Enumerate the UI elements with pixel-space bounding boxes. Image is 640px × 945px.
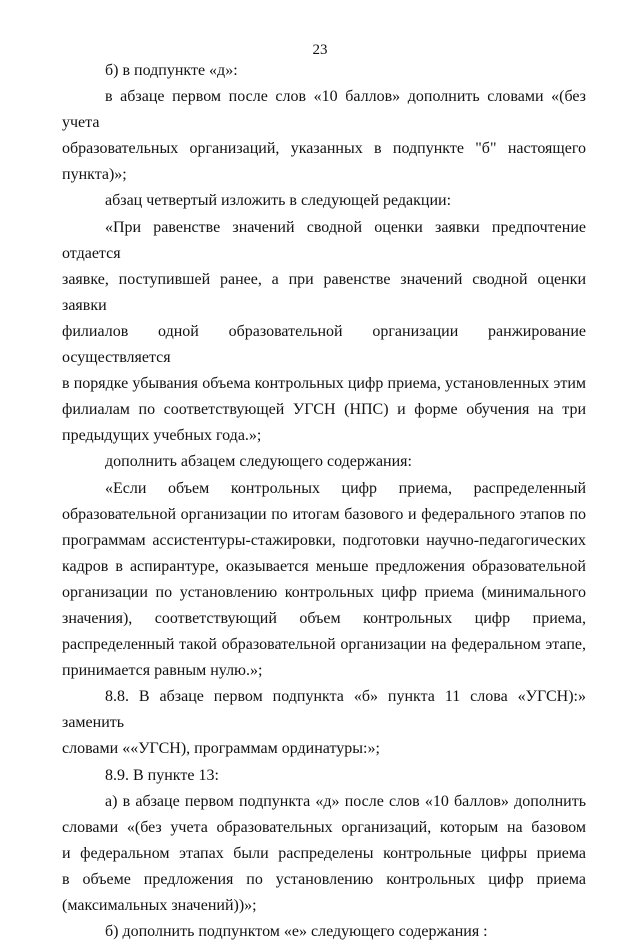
text-line: б) дополнить подпунктом «е» следующего содержания : [105, 923, 488, 941]
paragraph [62, 58, 586, 84]
text-line: «Если объем контрольных цифр приема, распределенный [105, 479, 586, 497]
text-line: программам ассистентуры-стажировки, подготовки научно-педагогических [62, 531, 586, 549]
text-line: филиалов одной образовательной организации ранжирование осуществляется [62, 322, 586, 367]
text-line: 8.8. В абзаце первом подпункта «б» пункта 11 слова «УГСН):» заменить [62, 688, 586, 732]
text-line: распределенный такой образовательной организации на федеральном этапе, [62, 636, 586, 654]
paragraph [62, 684, 586, 762]
text-line: а) в абзаце первом подпункта «д» после слов «10 баллов» дополнить [105, 792, 586, 810]
text-line: принимается равным нулю.»; [62, 662, 263, 680]
text-line: пункта)»; [62, 166, 127, 184]
document-body [62, 58, 586, 945]
paragraph [62, 789, 586, 919]
paragraph [62, 188, 586, 214]
text-line: словами ««УГСН), программам ординатуры:»; [62, 740, 380, 758]
text-line: предыдущих учебных года.»; [62, 427, 262, 445]
text-line: в абзаце первом после слов «10 баллов» дополнить словами «(без учета [62, 88, 586, 132]
text-line: в порядке убывания объема контрольных цифр приема, установленных этим [62, 375, 586, 393]
text-line: 8.9. В пункте 13: [105, 766, 219, 784]
text-line: «При равенстве значений сводной оценки заявки предпочтение отдается [62, 218, 586, 262]
text-line: дополнить абзацем следующего содержания: [105, 453, 412, 471]
text-line: словами «(без учета образовательных организаций, которым на базовом [62, 818, 586, 836]
paragraph [62, 84, 586, 188]
text-line: заявке, поступившей ранее, а при равенстве значений сводной оценки заявки [62, 270, 586, 314]
paragraph [62, 476, 586, 685]
paragraph [62, 215, 586, 450]
paragraph [62, 763, 586, 789]
text-line: и федеральном этапах были распределены контрольные цифры приема [62, 844, 586, 862]
text-line: (максимальных значений))»; [62, 897, 257, 914]
text-line: филиалам по соответствующей УГСН (НПС) и форме обучения на три [62, 401, 586, 419]
text-line: б) в подпункте «д»: [105, 62, 238, 79]
text-line: организации по установлению контрольных цифр приема (минимального [62, 583, 586, 601]
text-line: образовательных организаций, указанных в подпункте "б" настоящего [62, 140, 586, 158]
text-line: абзац четвертый изложить в следующей редакции: [105, 192, 452, 210]
text-line: значения), соответствующий объем контрольных цифр приема, [62, 609, 586, 627]
text-line: образовательной организации по итогам базового и федерального этапов по [62, 505, 586, 523]
text-line: в объеме предложения по установлению контрольных цифр приема [62, 870, 586, 888]
paragraph [62, 449, 586, 475]
text-line: кадров в аспирантуре, оказывается меньше предложения образовательной [62, 557, 586, 575]
page-number: 23 [312, 42, 328, 58]
paragraph [62, 919, 586, 945]
